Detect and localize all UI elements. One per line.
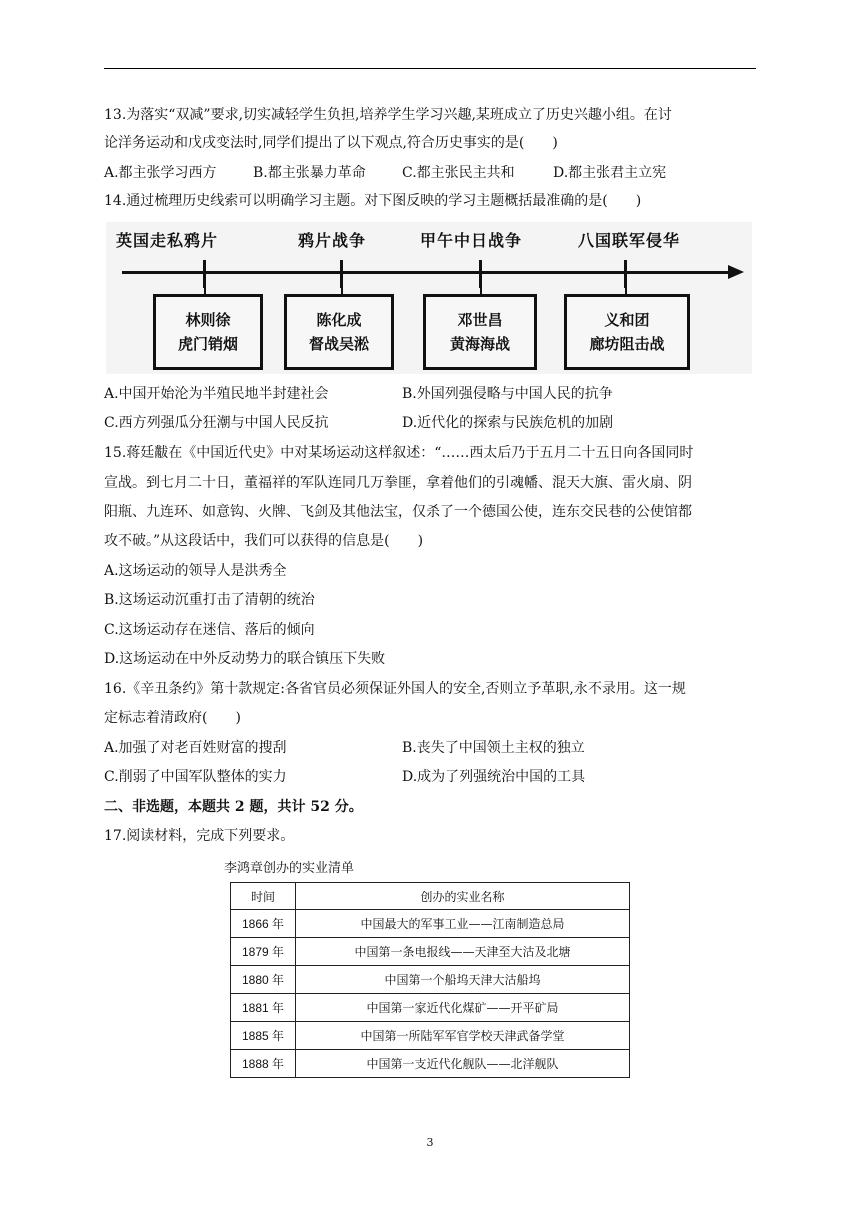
timeline-arrowhead [728, 265, 744, 279]
q15-line3: 阳瓶、九连环、如意钩、火牌、飞剑及其他法宝，仅杀了一个德国公使，连东交民巷的公使馆都 [104, 504, 692, 520]
q13-option-a[interactable]: A.都主张学习西方 [104, 165, 217, 181]
timeline-box-4 [564, 294, 690, 370]
timeline-event-2: 鸦片战争 [298, 231, 367, 250]
q17-line1: 17.阅读材料，完成下列要求。 [104, 828, 295, 844]
section-2-heading: 二、非选题，本题共 2 题，共计 52 分。 [104, 799, 363, 815]
timeline-box-4-line2: 廊坊阻击战 [589, 335, 665, 353]
history-timeline-figure [106, 222, 752, 374]
q15-line1: 15.蒋廷黻在《中国近代史》中对某场运动这样叙述：“……西太后乃于五月二十五日向各国同时 [104, 445, 694, 461]
q16-line1: 16.《辛丑条约》第十款规定:各省官员必须保证外国人的安全,否则立予革职,永不录用。这一规 [104, 681, 686, 697]
q13-option-c[interactable]: C.都主张民主共和 [402, 165, 515, 181]
q15-line2: 宣战。到七月二十日，董福祥的军队连同几万拳匪，拿着他们的引魂幡、混天大旗、雷火扇、阴 [104, 475, 692, 491]
row-year: 1885 年 [231, 1022, 296, 1050]
table-header-row [231, 883, 630, 910]
table-row [231, 1050, 630, 1078]
timeline-event-3: 甲午中日战争 [420, 231, 523, 250]
timeline-axis [122, 271, 732, 274]
row-year: 1866 年 [231, 910, 296, 938]
enterprise-table [230, 882, 630, 1078]
q13-line2: 论洋务运动和戊戌变法时,同学们提出了以下观点,符合历史事实的是( ) [104, 135, 558, 151]
q16-line2: 定标志着清政府( ) [104, 710, 241, 726]
timeline-box-1-line1: 林则徐 [185, 311, 231, 329]
q16-option-b[interactable]: B.丧失了中国领土主权的独立 [402, 740, 585, 756]
timeline-box-3-line2: 黄海海战 [449, 335, 510, 353]
q13-option-d[interactable]: D.都主张君主立宪 [553, 165, 667, 181]
row-year: 1888 年 [231, 1050, 296, 1078]
table-row [231, 1022, 630, 1050]
timeline-stem-3 [480, 274, 482, 296]
q15-option-b[interactable]: B.这场运动沉重打击了清朝的统治 [104, 592, 315, 608]
header-enterprise-name: 创办的实业名称 [296, 883, 630, 910]
row-name: 中国第一条电报线——天津至大沽及北塘 [296, 938, 630, 966]
timeline-box-1 [153, 294, 263, 370]
table-caption: 李鸿章创办的实业清单 [224, 861, 355, 876]
q15-option-d[interactable]: D.这场运动在中外反动势力的联合镇压下失败 [104, 651, 386, 667]
row-name: 中国第一个船坞天津大沽船坞 [296, 966, 630, 994]
timeline-box-3-line1: 邓世昌 [457, 311, 503, 329]
q13-option-b[interactable]: B.都主张暴力革命 [253, 165, 366, 181]
timeline-stem-1 [204, 274, 206, 296]
q14-option-c[interactable]: C.西方列强瓜分狂潮与中国人民反抗 [104, 415, 329, 431]
q16-option-a[interactable]: A.加强了对老百姓财富的搜刮 [104, 740, 287, 756]
table-row [231, 994, 630, 1022]
header-rule [104, 68, 756, 69]
table-row [231, 966, 630, 994]
timeline-box-3 [423, 294, 537, 370]
row-year: 1880 年 [231, 966, 296, 994]
q15-option-a[interactable]: A.这场运动的领导人是洪秀全 [104, 563, 287, 579]
timeline-box-2-line2: 督战吴淞 [308, 335, 369, 353]
q14-option-b[interactable]: B.外国列强侵略与中国人民的抗争 [402, 386, 613, 402]
timeline-box-2-line1: 陈化成 [316, 311, 362, 329]
q13-line1: 13.为落实“双减”要求,切实减轻学生负担,培养学生学习兴趣,某班成立了历史兴趣小组。在讨 [104, 107, 672, 123]
row-year: 1879 年 [231, 938, 296, 966]
timeline-box-4-line1: 义和团 [604, 311, 650, 329]
timeline-event-1: 英国走私鸦片 [116, 231, 219, 250]
q16-option-c[interactable]: C.削弱了中国军队整体的实力 [104, 769, 287, 785]
q14-line1: 14.通过梳理历史线索可以明确学习主题。对下图反映的学习主题概括最准确的是( ) [104, 193, 642, 209]
page-number: 3 [426, 1136, 434, 1149]
timeline-box-2 [284, 294, 394, 370]
table-row [231, 938, 630, 966]
q16-option-d[interactable]: D.成为了列强统治中国的工具 [402, 769, 586, 785]
q15-line4: 攻不破。”从这段话中，我们可以获得的信息是( ) [104, 533, 424, 549]
timeline-stem-4 [625, 274, 627, 296]
timeline-box-1-line2: 虎门销烟 [177, 335, 238, 353]
table-row [231, 910, 630, 938]
row-name: 中国第一家近代化煤矿——开平矿局 [296, 994, 630, 1022]
header-time: 时间 [231, 883, 296, 910]
q14-option-d[interactable]: D.近代化的探索与民族危机的加剧 [402, 415, 614, 431]
q15-option-c[interactable]: C.这场运动存在迷信、落后的倾向 [104, 622, 315, 638]
timeline-event-4: 八国联军侵华 [578, 231, 681, 250]
row-year: 1881 年 [231, 994, 296, 1022]
row-name: 中国最大的军事工业——江南制造总局 [296, 910, 630, 938]
timeline-stem-2 [341, 274, 343, 296]
row-name: 中国第一所陆军军官学校天津武备学堂 [296, 1022, 630, 1050]
row-name: 中国第一支近代化舰队——北洋舰队 [296, 1050, 630, 1078]
q14-option-a[interactable]: A.中国开始沦为半殖民地半封建社会 [104, 386, 329, 402]
